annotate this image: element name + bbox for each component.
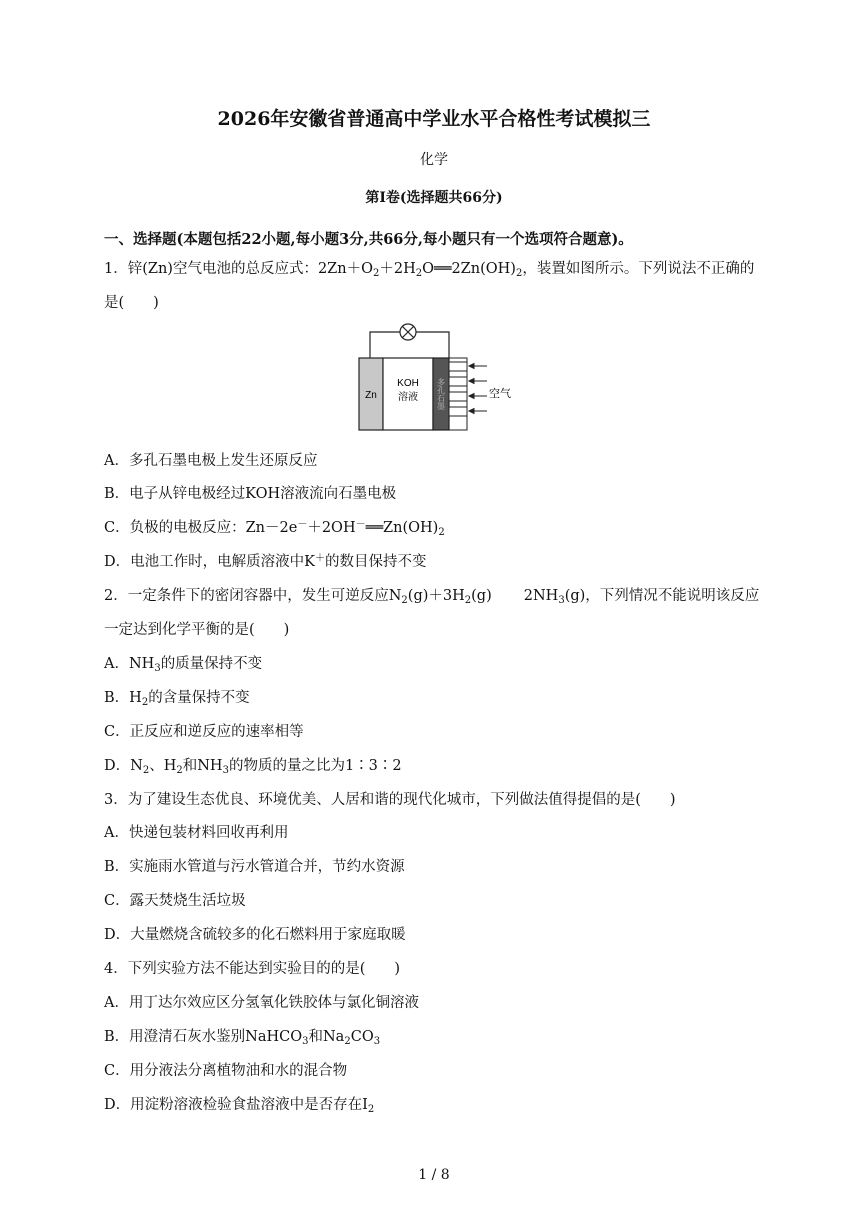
q4-option-d: D．用淀粉溶液检验食盐溶液中是否存在$I_2$: [104, 1097, 375, 1115]
document-title: 2026年安徽省普通高中学业水平合格性考试模拟三: [217, 108, 651, 130]
q3-option-b: B．实施雨水管道与污水管道合并，节约水资源: [104, 859, 405, 875]
q3-option-a: A．快递包装材料回收再利用: [104, 825, 289, 841]
q3-stem: 3．为了建设生态优良、环境优美、人居和谐的现代化城市，下列做法值得提倡的是( ): [104, 792, 676, 808]
q2-option-d: D．$N_2$、$H_2$和$NH_3$的物质的量之比为1∶3∶2: [104, 758, 402, 776]
q1-option-d: D．电池工作时，电解质溶液中K＋的数目保持不变: [104, 553, 427, 570]
q4-option-b: B．用澄清石灰水鉴别NaHCO$_3$和$Na_2CO_3$: [104, 1029, 381, 1047]
page-number: 1 / 8: [418, 1167, 450, 1183]
zn-label: Zn: [365, 390, 377, 401]
q2-option-a: A．$NH_3$的质量保持不变: [104, 656, 263, 674]
q3-option-d: D．大量燃烧含硫较多的化石燃料用于家庭取暖: [104, 927, 406, 943]
zinc-air-battery-diagram: [355, 318, 525, 436]
q1-option-b: B．电子从锌电极经过KOH溶液流向石墨电极: [104, 486, 397, 502]
q4-option-c: C．用分液法分离植物油和水的混合物: [104, 1063, 348, 1079]
air-label: 空气: [489, 387, 511, 400]
q2-stem-line2: 一定达到化学平衡的是( ): [104, 622, 290, 638]
section-heading: 一、选择题(本题包括22小题,每小题3分,共66分,每小题只有一个选项符合题意)。: [104, 231, 633, 248]
part-heading: 第Ⅰ卷(选择题共66分): [365, 190, 503, 206]
electrode-pores: [449, 362, 467, 416]
q2-option-c: C．正反应和逆反应的速率相等: [104, 724, 304, 740]
subject-heading: 化学: [420, 152, 448, 168]
q4-option-a: A．用丁达尔效应区分氢氧化铁胶体与氯化铜溶液: [104, 995, 419, 1011]
q1-stem: 1．锌(Zn)空气电池的总反应式：$2Zn+O_2+2H_2O══2Zn(OH)_2$，装置如图所示。下列说法不正确的: [104, 261, 755, 279]
electrode-label: 多孔石墨: [436, 378, 446, 410]
q1-option-c: C．负极的电极反应：$Zn-2e^-+2OH^-══Zn(OH)_2$: [104, 519, 445, 538]
q2-stem: 2．一定条件下的密闭容器中，发生可逆反应$N_2(g)+3H_2(g)$ $2NH_3(g)$，下列情况不能说明该反应: [104, 588, 760, 606]
q1-stem-line2: 是( ): [104, 295, 159, 311]
q1-option-a: A．多孔石墨电极上发生还原反应: [104, 453, 318, 469]
q4-stem: 4．下列实验方法不能达到实验目的的是( ): [104, 961, 401, 977]
q2-option-b: B．$H_2$的含量保持不变: [104, 690, 250, 708]
koh-label: KOH: [397, 378, 419, 389]
air-arrows: [469, 364, 487, 414]
q3-option-c: C．露天焚烧生活垃圾: [104, 893, 246, 909]
solution-label: 溶液: [398, 392, 418, 403]
